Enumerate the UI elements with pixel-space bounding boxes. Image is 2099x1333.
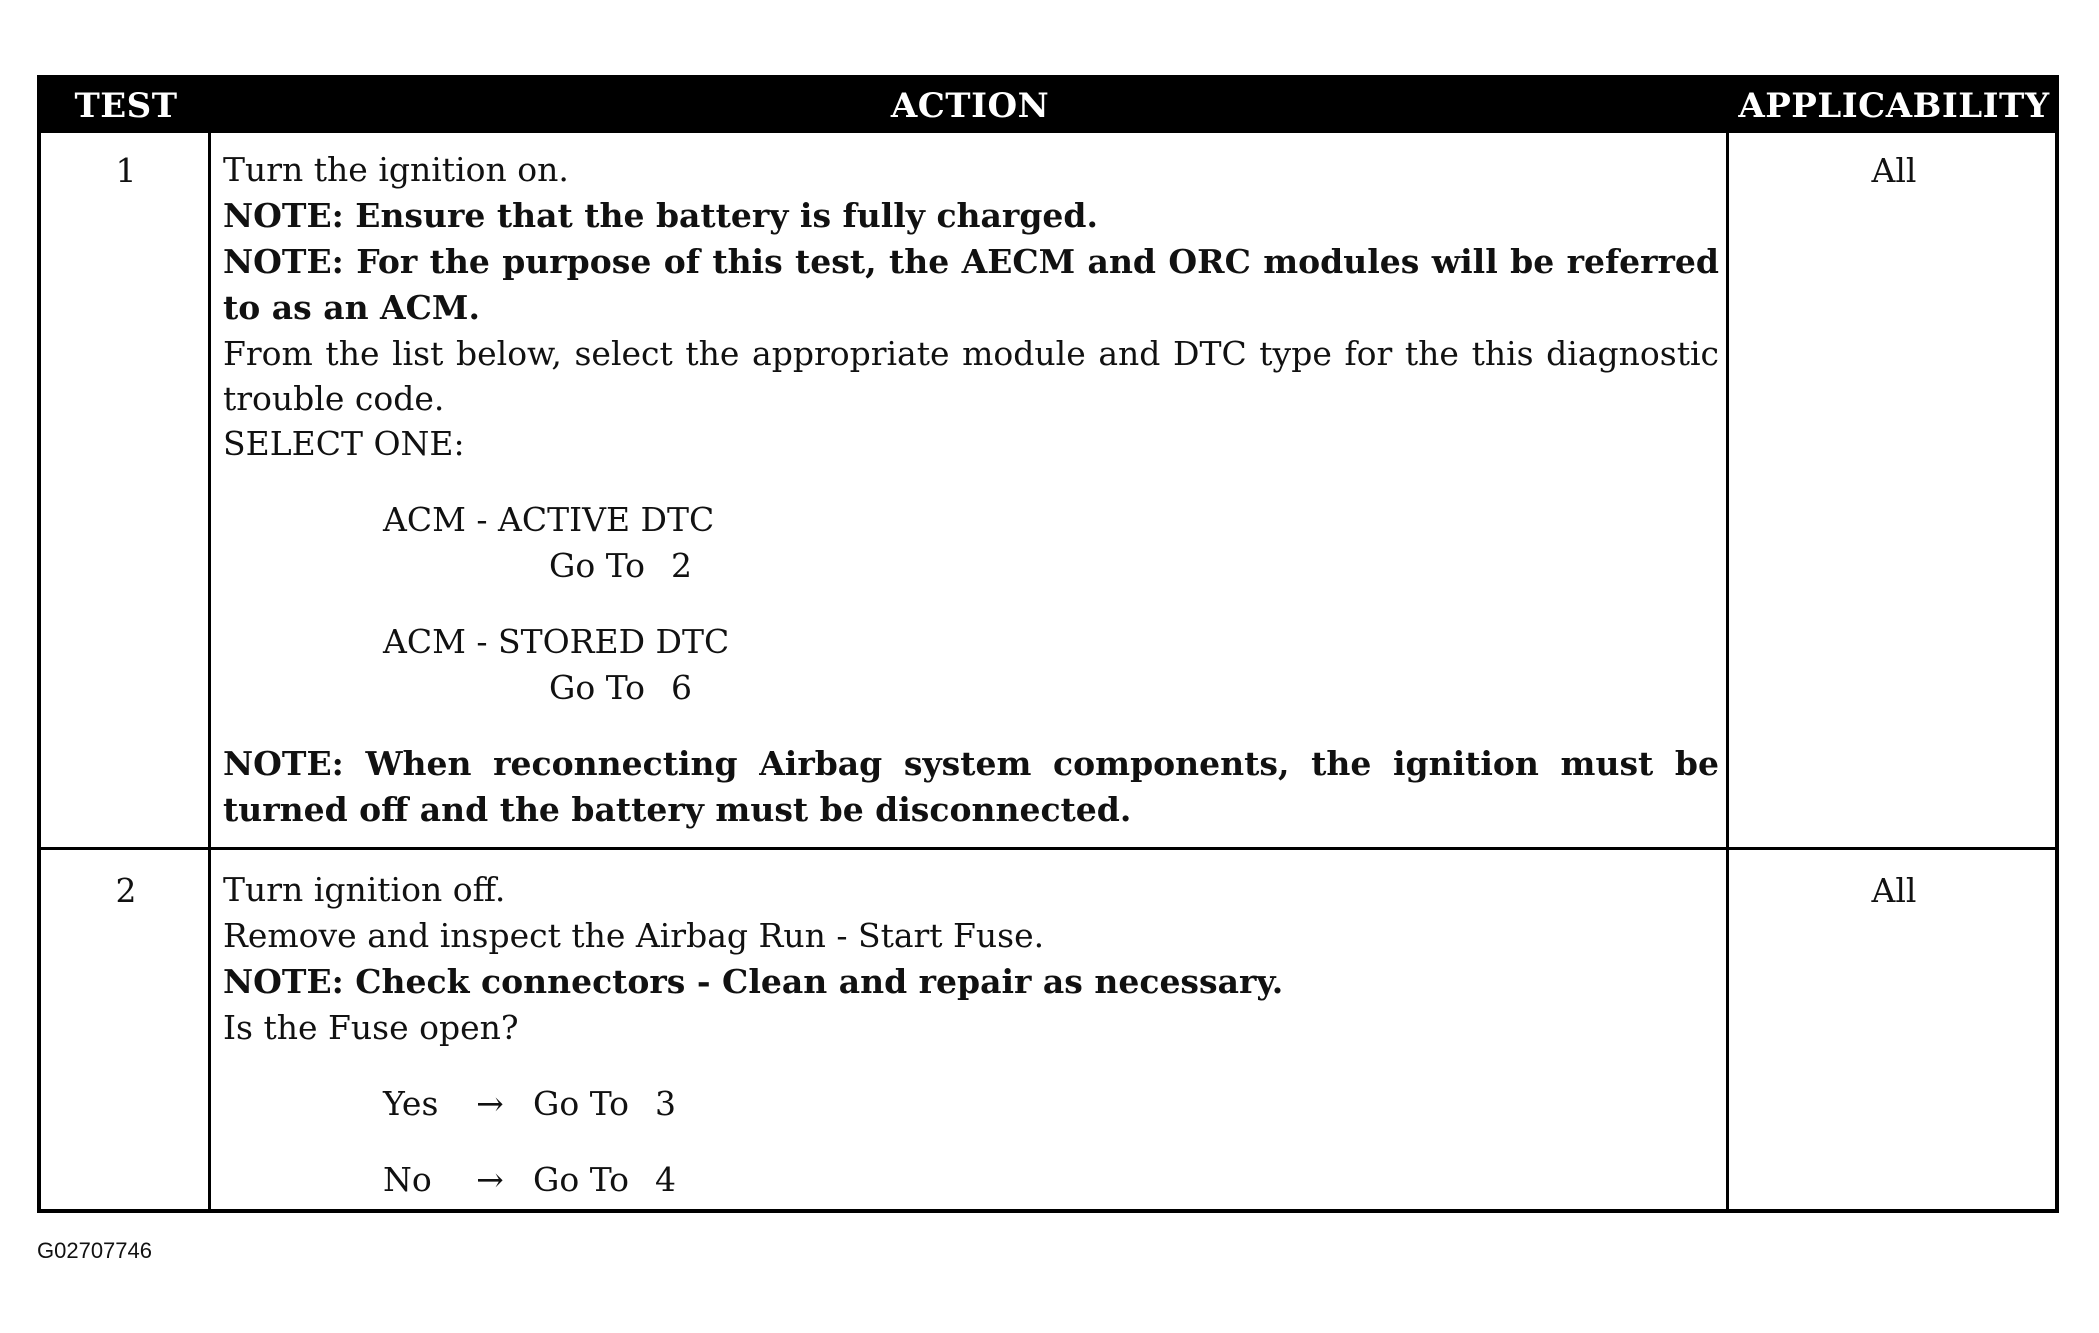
arrow-icon: →	[476, 1160, 504, 1199]
header-applicability: APPLICABILITY	[1738, 86, 2050, 126]
goto-text: Go To	[549, 668, 646, 707]
goto-number: 4	[655, 1160, 677, 1199]
note-text: NOTE: Check connectors - Clean and repair as necessary.	[223, 962, 1284, 1001]
action-text: Is the Fuse open?	[223, 1008, 519, 1047]
goto-number: 3	[655, 1084, 677, 1123]
answer-label: Yes	[383, 1084, 439, 1123]
answer-no	[223, 1157, 1719, 1203]
applicability-2: All	[1871, 871, 1917, 910]
note-text: NOTE: Ensure that the battery is fully charged.	[223, 196, 1098, 235]
column-divider	[208, 133, 211, 1213]
row-divider	[41, 847, 2055, 850]
action-cell-2	[223, 867, 1719, 1203]
figure-id: G02707746	[37, 1238, 152, 1263]
test-number-2: 2	[115, 871, 137, 910]
header-action: ACTION	[890, 86, 1050, 126]
header-test: TEST	[74, 86, 178, 126]
goto-number: 2	[671, 546, 693, 585]
option-goto	[223, 665, 1719, 711]
action-text: Remove and inspect the Airbag Run - Start Fuse.	[223, 916, 1045, 955]
arrow-icon: →	[476, 1084, 504, 1123]
table-header	[41, 79, 2055, 133]
action-text: From the list below, select the appropriate module and DTC type for the this diagnostic trouble code.	[223, 334, 1719, 418]
action-cell-1	[223, 147, 1719, 833]
test-number-1: 1	[115, 151, 137, 190]
action-text: Turn the ignition on.	[223, 150, 569, 189]
goto-text: Go To	[533, 1160, 630, 1199]
goto-text: Go To	[533, 1084, 630, 1123]
option-label: ACM - ACTIVE DTC	[383, 500, 715, 539]
note-text: NOTE: For the purpose of this test, the AECM and ORC modules will be referred to as an ACM.	[223, 242, 1719, 327]
answer-yes	[223, 1081, 1719, 1127]
action-text: SELECT ONE:	[223, 424, 465, 463]
option-label: ACM - STORED DTC	[383, 622, 730, 661]
action-text: Turn ignition off.	[223, 870, 506, 909]
note-text: NOTE: When reconnecting Airbag system components, the ignition must be turned off and the battery must be disconnected.	[223, 744, 1719, 829]
applicability-1: All	[1871, 151, 1917, 190]
goto-number: 6	[671, 668, 693, 707]
answer-label: No	[383, 1160, 432, 1199]
diagnostic-test-table	[37, 75, 2059, 1213]
goto-text: Go To	[549, 546, 646, 585]
column-divider	[1726, 133, 1729, 1213]
option-goto	[223, 543, 1719, 589]
